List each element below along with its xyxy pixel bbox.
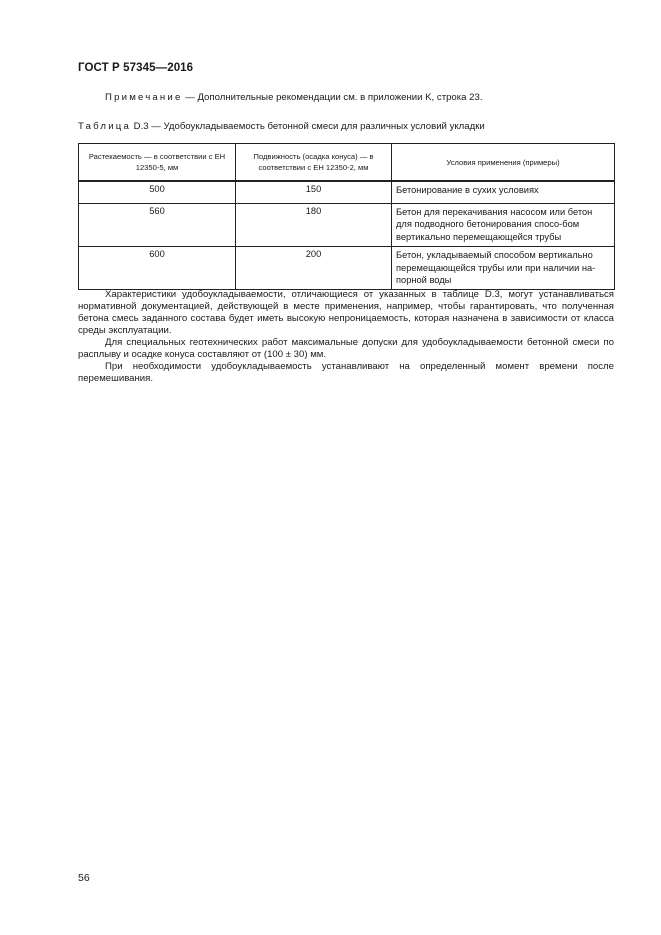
table-caption-text: D.3 — Удобоукладываемость бетонной смеси для различных условий укладки [131, 121, 485, 132]
cell-conditions: Бетонирование в сухих условиях [392, 181, 615, 204]
paragraph-text: Для специальных геотехнических работ максимальные допуски для удобоукладываемости бетонной смеси по расплыву и осадке конуса составляют от (100 ± 30) мм. [78, 337, 614, 361]
paragraph [78, 289, 614, 337]
note-label: Примечание [105, 92, 183, 103]
cell-slump: 180 [236, 204, 392, 247]
cell-conditions: Бетон для перекачивания насосом или бетон для подводного бетонирования спосо-бом вертикально перемещающейся трубы [392, 204, 615, 247]
document-header: ГОСТ Р 57345—2016 [78, 62, 194, 74]
header-conditions: Условия применения (примеры) [392, 144, 615, 182]
workability-table [78, 143, 615, 290]
table-row [79, 247, 615, 290]
cell-slump: 200 [236, 247, 392, 290]
header-slump: Подвижность (осадка конуса) — в соответствии с ЕН 12350-2, мм [236, 144, 392, 182]
note-text: — Дополнительные рекомендации см. в приложении K, строка 23. [182, 92, 483, 103]
page-number: 56 [78, 872, 90, 884]
table-caption-label: Таблица [78, 121, 132, 132]
cell-slump: 150 [236, 181, 392, 204]
table-header-row [79, 144, 615, 182]
note [105, 92, 483, 103]
paragraph-text: При необходимости удобоукладываемость устанавливают на определенный момент времени после перемешивания. [78, 361, 614, 385]
cell-spread: 600 [79, 247, 236, 290]
paragraph [78, 361, 614, 385]
header-spread: Растекаемость — в соответствии с ЕН 12350-5, мм [79, 144, 236, 182]
cell-spread: 500 [79, 181, 236, 204]
table-caption [78, 121, 485, 132]
paragraph-text: Характеристики удобоукладываемости, отличающиеся от указанных в таблице D.3, могут устанавливаться нормативной документацией, действующей в месте применения, например, чтобы гарантировать, что полученная бетона смесь заданного состава будет иметь высокую непроницаемость, которая назначена в зависимости от класса среды эксплуатации. [78, 289, 614, 337]
paragraph [78, 337, 614, 361]
table-row [79, 204, 615, 247]
cell-spread: 560 [79, 204, 236, 247]
cell-conditions: Бетон, укладываемый способом вертикально перемещающейся трубы или при наличии на-порной воды [392, 247, 615, 290]
table-row [79, 181, 615, 204]
